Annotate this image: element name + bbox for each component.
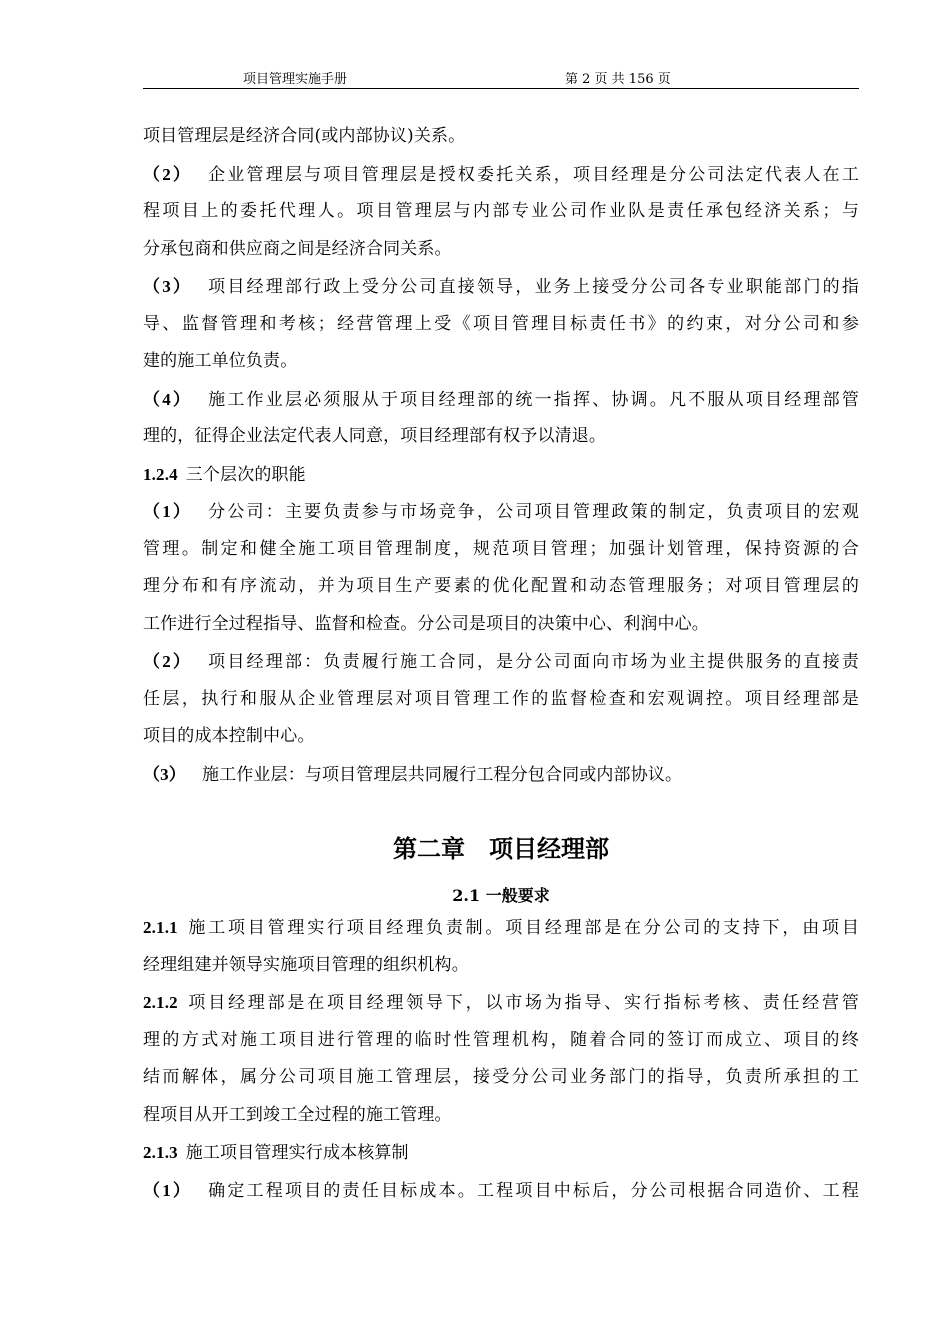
header-title: 项目管理实施手册 xyxy=(243,72,348,87)
item-number: （2） xyxy=(143,164,193,184)
function-2-line-2: 任层，执行和服从企业管理层对项目管理工作的监督检查和宏观调控。项目经理部是 xyxy=(143,688,859,709)
paragraph-2-line-2: 程项目上的委托代理人。项目管理层与内部专业公司作业队是责任承包经济关系；与 xyxy=(143,201,859,221)
text-line: 项目管理层是经济合同(或内部协议)关系。 xyxy=(143,126,466,146)
function-2-line-1: （2） 项目经理部：负责履行施工合同，是分公司面向市场为业主提供服务的直接责 xyxy=(143,652,859,672)
subsection-2-1-2-line-2: 理的方式对施工项目进行管理的临时性管理机构，随着合同的签订而成立、项目的终 xyxy=(143,1029,859,1050)
document-body xyxy=(143,118,859,1209)
subsection-2-1-1-line-2: 经理组建并领导实施项目管理的组织机构。 xyxy=(143,954,469,975)
item-number: （1） xyxy=(143,502,193,521)
paragraph-2-line-3: 分承包商和供应商之间是经济合同关系。 xyxy=(143,238,452,259)
paragraph-4-line-2: 理的，征得企业法定代表人同意，项目经理部有权予以清退。 xyxy=(143,426,607,446)
item-number: （2） xyxy=(143,652,193,671)
header-page-number: 第 2 页 共 156 页 xyxy=(565,72,671,87)
function-3-line-1: （3） 施工作业层：与项目管理层共同履行工程分包合同或内部协议。 xyxy=(143,764,683,785)
page-header xyxy=(143,60,859,89)
item-number: （3） xyxy=(143,764,186,784)
subsection-2-1-1-line-1: 2.1.1 施工项目管理实行项目经理负责制。项目经理部是在分公司的支持下，由项目 xyxy=(143,918,859,938)
subsection-2-1-2-line-1: 2.1.2 项目经理部是在项目经理领导下，以市场为指导、实行指标考核、责任经营管 xyxy=(143,993,859,1013)
section-number: 2.1.2 xyxy=(143,993,178,1012)
subsection-2-1-2-line-3: 结而解体，属分公司项目施工管理层，接受分公司业务部门的指导，负责所承担的工 xyxy=(143,1067,859,1087)
paragraph-2-line-1: （2） 企业管理层与项目管理层是授权委托关系，项目经理是分公司法定代表人在工 xyxy=(143,164,859,185)
subsection-heading-2-1-3: 2.1.3 施工项目管理实行成本核算制 xyxy=(143,1143,409,1163)
subsection-2-1-2-line-4: 程项目从开工到竣工全过程的施工管理。 xyxy=(143,1104,452,1125)
paragraph-3-line-3: 建的施工单位负责。 xyxy=(143,351,298,371)
item-number: （4） xyxy=(143,389,193,409)
item-number: （3） xyxy=(143,277,193,296)
subsection-heading-1-2-4: 1.2.4 三个层次的职能 xyxy=(143,464,306,485)
section-title: 2.1 一般要求 xyxy=(452,886,550,905)
cost-item-1-line-1: （1） 确定工程项目的责任目标成本。工程项目中标后，分公司根据合同造价、工程 xyxy=(143,1180,859,1201)
function-1-line-2: 管理。制定和健全施工项目管理制度，规范项目管理；加强计划管理，保持资源的合 xyxy=(143,538,859,559)
paragraph-3-line-2: 导、监督管理和考核；经营管理上受《项目管理目标责任书》的约束，对分公司和参 xyxy=(143,313,859,334)
paragraph-3-line-1: （3） 项目经理部行政上受分公司直接领导，业务上接受分公司各专业职能部门的指 xyxy=(143,277,859,297)
section-number: 2.1.3 xyxy=(143,1143,178,1162)
section-number: 2.1.1 xyxy=(143,918,178,937)
function-1-line-4: 工作进行全过程指导、监督和检查。分公司是项目的决策中心、利润中心。 xyxy=(143,613,709,634)
section-number: 1.2.4 xyxy=(143,464,178,484)
function-1-line-1: （1） 分公司：主要负责参与市场竞争，公司项目管理政策的制定，负责项目的宏观 xyxy=(143,502,859,522)
paragraph-4-line-1: （4） 施工作业层必须服从于项目经理部的统一指挥、协调。凡不服从项目经理部管 xyxy=(143,389,859,410)
item-number: （1） xyxy=(143,1180,193,1200)
function-2-line-3: 项目的成本控制中心。 xyxy=(143,726,315,746)
chapter-title: 第二章 项目经理部 xyxy=(393,835,609,863)
function-1-line-3: 理分布和有序流动，并为项目生产要素的优化配置和动态管理服务；对项目管理层的 xyxy=(143,576,859,596)
